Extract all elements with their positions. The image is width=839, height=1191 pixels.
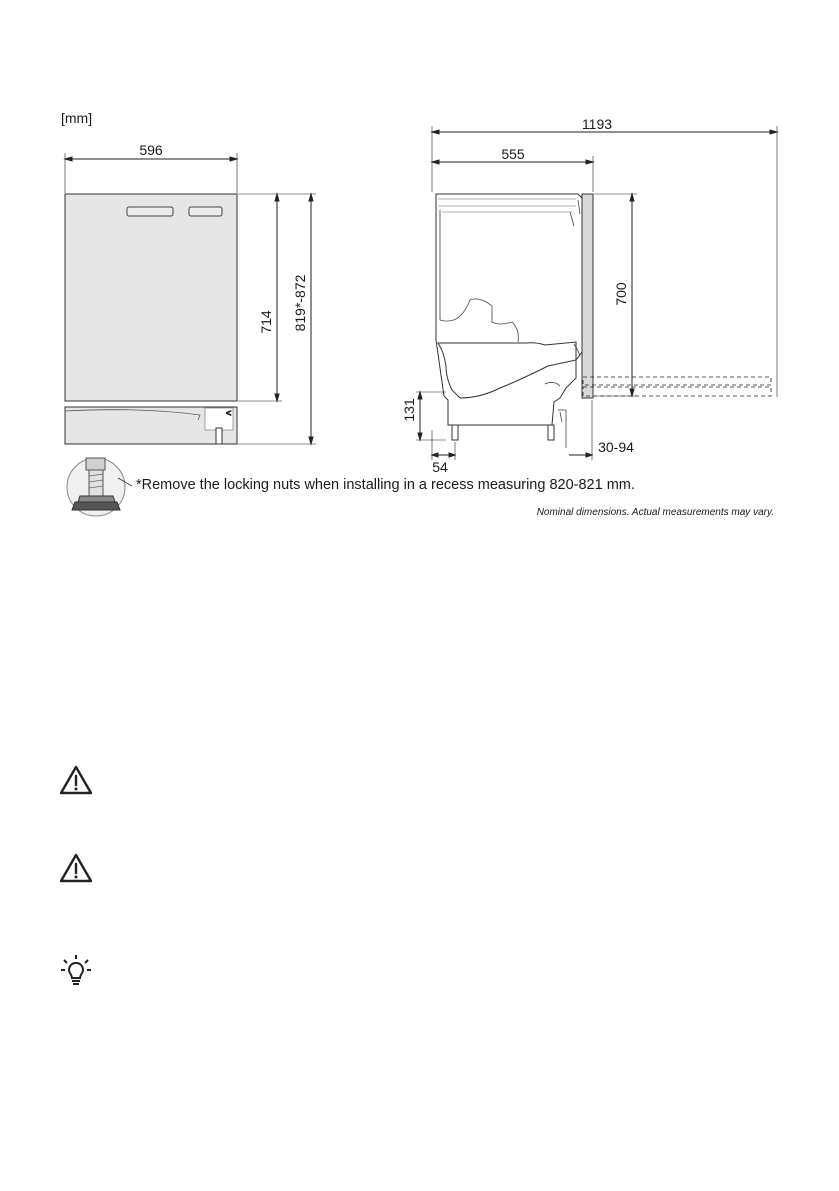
dimension-drawing xyxy=(0,0,839,540)
svg-text:<: < xyxy=(226,408,232,418)
side-body-depth-label: 555 xyxy=(501,146,525,162)
side-plinth-offset-label: 30-94 xyxy=(598,439,634,455)
side-view xyxy=(416,126,777,460)
installation-note: *Remove the locking nuts when installing in a recess measuring 820-821 mm. xyxy=(136,477,635,493)
side-plinth-height-label: 131 xyxy=(401,398,417,422)
side-foot-offset-label: 54 xyxy=(432,459,448,475)
warning-icon xyxy=(58,764,94,796)
side-overall-depth-label: 1193 xyxy=(581,116,613,132)
tip-lightbulb-icon xyxy=(60,954,92,988)
front-total-height-label: 819*-872 xyxy=(292,274,308,332)
units-label: [mm] xyxy=(61,110,93,126)
side-door-height-label: 700 xyxy=(613,282,629,306)
warning-icon xyxy=(58,852,94,884)
locking-nut-icon xyxy=(67,458,132,516)
dimensions-disclaimer: Nominal dimensions. Actual measurements may vary. xyxy=(536,507,774,518)
front-width-label: 596 xyxy=(139,142,163,158)
front-door-height-label: 714 xyxy=(258,310,274,334)
front-view xyxy=(65,153,316,444)
